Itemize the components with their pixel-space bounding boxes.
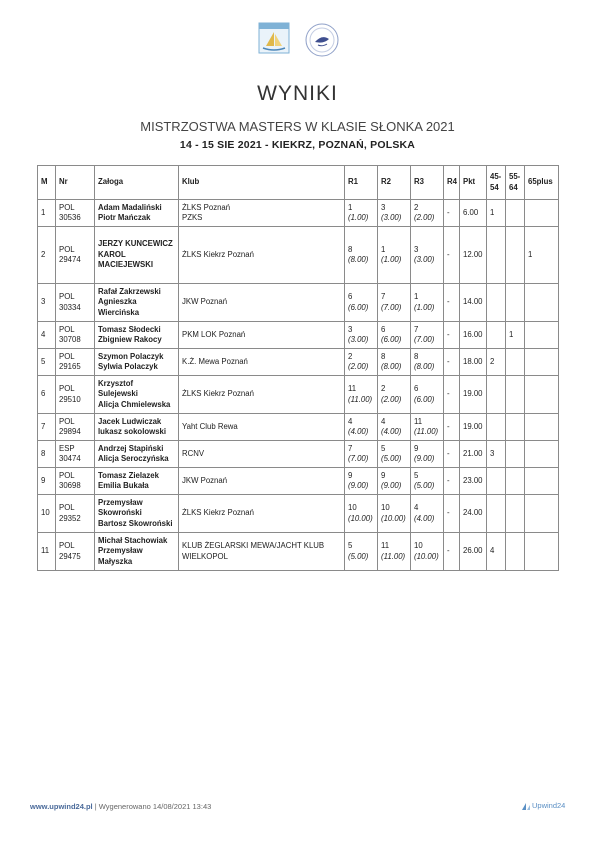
cell-r2-score: 5 xyxy=(381,443,386,453)
table-row xyxy=(38,200,559,227)
cell-55-64 xyxy=(506,284,525,322)
cell-r2-score: 7 xyxy=(381,292,386,301)
cell-club xyxy=(179,227,345,284)
cell-crew-line: Szymon Polaczyk xyxy=(98,351,164,361)
cell-r4: - xyxy=(444,533,460,571)
cell-r1 xyxy=(345,468,378,495)
footer-separator: | xyxy=(92,802,99,811)
header-65plus: 65plus xyxy=(525,166,559,200)
cell-r1-score: 11 xyxy=(348,384,357,393)
table-row xyxy=(38,441,559,468)
cell-r2 xyxy=(378,441,411,468)
cell-r3-points: (11.00) xyxy=(414,427,439,436)
cell-points: 18.00 xyxy=(460,349,487,376)
page-title: WYNIKI xyxy=(257,82,338,105)
cell-r1-score: 6 xyxy=(348,292,353,301)
cell-r1-score: 10 xyxy=(348,503,357,512)
cell-sail-number: POL 30536 xyxy=(56,200,95,227)
event-date-location: 14 - 15 SIE 2021 - KIEKRZ, POZNAŃ, POLSKA xyxy=(179,139,416,151)
cell-place: 5 xyxy=(38,349,56,376)
cell-r1-points: (7.00) xyxy=(348,454,369,463)
cell-points: 12.00 xyxy=(460,227,487,284)
cell-r2-score: 10 xyxy=(381,503,390,512)
cell-r2-points: (5.00) xyxy=(381,454,402,463)
cell-55-64 xyxy=(506,227,525,284)
cell-r3-points: (10.00) xyxy=(414,551,439,561)
table-row xyxy=(38,227,559,284)
cell-r1-score: 4 xyxy=(348,416,353,426)
table-row xyxy=(38,533,559,571)
cell-r2-score: 3 xyxy=(381,202,386,212)
cell-sail-number: POL 30708 xyxy=(56,322,95,349)
cell-r3-score: 11 xyxy=(414,416,423,426)
footer-generated: Wygenerowano 14/08/2021 13:43 xyxy=(98,802,212,811)
cell-crew-line: Krzysztof Sulejewski xyxy=(98,378,138,399)
cell-crew-line: KAROL MACIEJEWSKI xyxy=(98,249,154,270)
cell-crew xyxy=(95,414,179,441)
cell-r1-points: (1.00) xyxy=(348,213,369,222)
cell-club xyxy=(179,495,345,533)
cell-club xyxy=(179,322,345,349)
cell-r3 xyxy=(411,376,444,414)
cell-r1-score: 5 xyxy=(348,541,353,550)
header-pkt: Pkt xyxy=(460,166,487,200)
cell-crew xyxy=(95,227,179,284)
cell-crew-line: Przemysław Skowroński xyxy=(98,497,143,518)
cell-crew xyxy=(95,349,179,376)
cell-r2 xyxy=(378,414,411,441)
footer-brand-name: Upwind24 xyxy=(532,801,566,810)
footer xyxy=(30,802,211,811)
table-row xyxy=(38,468,559,495)
cell-r2-points: (1.00) xyxy=(381,255,402,264)
header-nr: Nr xyxy=(56,166,95,200)
cell-45-54 xyxy=(487,227,506,284)
cell-r3-points: (8.00) xyxy=(414,362,435,371)
cell-crew xyxy=(95,495,179,533)
cell-r2-points: (9.00) xyxy=(381,481,402,490)
cell-points: 23.00 xyxy=(460,468,487,495)
cell-crew-line: Agnieszka Wiercińska xyxy=(98,297,140,317)
footer-brand xyxy=(522,801,565,810)
cell-r3-score: 4 xyxy=(414,503,419,512)
cell-crew-line: Przemysław Małyszka xyxy=(98,546,143,566)
cell-r2-points: (2.00) xyxy=(381,394,402,404)
cell-sail-number: POL 29510 xyxy=(56,376,95,414)
cell-r1 xyxy=(345,533,378,571)
cell-65plus xyxy=(525,349,559,376)
cell-45-54 xyxy=(487,495,506,533)
cell-r2-score: 8 xyxy=(381,351,386,361)
cell-r2 xyxy=(378,322,411,349)
cell-r3-points: (5.00) xyxy=(414,481,435,490)
cell-r1-score: 7 xyxy=(348,443,353,453)
cell-65plus xyxy=(525,376,559,414)
cell-55-64 xyxy=(506,533,525,571)
cell-club xyxy=(179,349,345,376)
cell-club xyxy=(179,200,345,227)
cell-65plus xyxy=(525,468,559,495)
cell-65plus xyxy=(525,200,559,227)
cell-crew xyxy=(95,200,179,227)
cell-45-54: 1 xyxy=(487,200,506,227)
cell-crew-line: Emilia Bukała xyxy=(98,481,149,490)
cell-points: 19.00 xyxy=(460,376,487,414)
cell-club xyxy=(179,284,345,322)
cell-r3-score: 5 xyxy=(414,470,419,480)
cell-r3-points: (4.00) xyxy=(414,513,435,523)
cell-club-line: JKW Poznań xyxy=(182,297,228,307)
cell-sail-number: POL 29475 xyxy=(56,533,95,571)
cell-r3 xyxy=(411,349,444,376)
cell-45-54: 3 xyxy=(487,441,506,468)
cell-r3-score: 7 xyxy=(414,324,419,334)
cell-crew-line: Sylwia Polaczyk xyxy=(98,362,158,371)
cell-points: 24.00 xyxy=(460,495,487,533)
cell-r3 xyxy=(411,200,444,227)
cell-65plus xyxy=(525,533,559,571)
cell-crew-line: Michał Stachowiak xyxy=(98,535,168,545)
cell-r1-score: 1 xyxy=(348,202,353,212)
cell-points: 6.00 xyxy=(460,200,487,227)
cell-club-line: PKM LOK Poznań xyxy=(182,329,246,339)
class-association-logo-icon xyxy=(304,22,340,58)
cell-55-64 xyxy=(506,349,525,376)
table-header-row xyxy=(38,166,559,200)
header-45-54: 45-54 xyxy=(487,166,506,200)
cell-r3 xyxy=(411,533,444,571)
cell-crew-line: lukasz sokolowski xyxy=(98,427,167,436)
table-row xyxy=(38,284,559,322)
cell-sail-number: POL 29894 xyxy=(56,414,95,441)
cell-r3 xyxy=(411,495,444,533)
cell-r2 xyxy=(378,376,411,414)
cell-place: 3 xyxy=(38,284,56,322)
cell-club-line: PZKS xyxy=(182,213,203,222)
cell-crew-line: Tomasz Słodecki xyxy=(98,324,161,334)
cell-r1-points: (2.00) xyxy=(348,362,369,371)
cell-place: 10 xyxy=(38,495,56,533)
cell-place: 8 xyxy=(38,441,56,468)
cell-club xyxy=(179,376,345,414)
cell-r2-points: (7.00) xyxy=(381,302,402,312)
cell-r3-score: 10 xyxy=(414,541,423,550)
cell-points: 21.00 xyxy=(460,441,487,468)
cell-r2-points: (4.00) xyxy=(381,427,402,436)
header-crew: Załoga xyxy=(95,166,179,200)
cell-r2-points: (11.00) xyxy=(381,551,406,561)
cell-place: 4 xyxy=(38,322,56,349)
results-table xyxy=(37,165,559,571)
cell-crew-line: Alicja Seroczyńska xyxy=(98,454,169,463)
cell-r2-points: (6.00) xyxy=(381,335,402,344)
cell-r1 xyxy=(345,414,378,441)
cell-r3-points: (2.00) xyxy=(414,213,435,222)
results-body xyxy=(38,200,559,571)
cell-r3 xyxy=(411,227,444,284)
cell-r1 xyxy=(345,322,378,349)
cell-r4: - xyxy=(444,468,460,495)
cell-r1-points: (9.00) xyxy=(348,481,369,490)
cell-r1-points: (8.00) xyxy=(348,255,369,264)
cell-r1 xyxy=(345,495,378,533)
header-r4: R4 xyxy=(444,166,460,200)
cell-r1 xyxy=(345,200,378,227)
cell-club-line: JKW Poznań xyxy=(182,475,228,485)
cell-club-line: RCNV xyxy=(182,448,205,458)
cell-club-line: ŻLKS Kiekrz Poznań xyxy=(182,508,254,518)
cell-r3-score: 3 xyxy=(414,244,419,254)
cell-r4: - xyxy=(444,495,460,533)
cell-r3-score: 9 xyxy=(414,443,419,453)
cell-65plus xyxy=(525,441,559,468)
cell-r1-score: 3 xyxy=(348,324,353,334)
cell-45-54 xyxy=(487,284,506,322)
cell-r2 xyxy=(378,284,411,322)
cell-r3-points: (7.00) xyxy=(414,335,435,344)
cell-place: 1 xyxy=(38,200,56,227)
table-row xyxy=(38,349,559,376)
cell-crew-line: Zbigniew Rakocy xyxy=(98,335,162,344)
cell-points: 16.00 xyxy=(460,322,487,349)
cell-r1 xyxy=(345,227,378,284)
header-55-64: 55-64 xyxy=(506,166,525,200)
cell-crew-line: Alicja Chmielewska xyxy=(98,399,171,409)
cell-r2 xyxy=(378,200,411,227)
cell-r4: - xyxy=(444,349,460,376)
cell-r1-points: (10.00) xyxy=(348,513,373,523)
cell-55-64 xyxy=(506,200,525,227)
masters-logo-icon xyxy=(258,22,290,54)
cell-r2-points: (3.00) xyxy=(381,213,402,222)
cell-points: 26.00 xyxy=(460,533,487,571)
cell-sail-number: POL 29352 xyxy=(56,495,95,533)
cell-crew-line: JERZY KUNCEWICZ xyxy=(98,239,173,249)
header-r2: R2 xyxy=(378,166,411,200)
cell-sail-number: POL 30698 xyxy=(56,468,95,495)
cell-points: 19.00 xyxy=(460,414,487,441)
cell-r1-score: 8 xyxy=(348,244,353,254)
cell-r3 xyxy=(411,468,444,495)
table-row xyxy=(38,495,559,533)
cell-club xyxy=(179,414,345,441)
cell-crew-line: Bartosz Skowroński xyxy=(98,518,173,528)
cell-r2 xyxy=(378,349,411,376)
header-logos xyxy=(0,22,595,58)
cell-sail-number: POL 29474 xyxy=(56,227,95,284)
cell-sail-number: POL 30334 xyxy=(56,284,95,322)
cell-crew xyxy=(95,441,179,468)
cell-r3-points: (3.00) xyxy=(414,255,435,264)
table-row xyxy=(38,414,559,441)
cell-55-64 xyxy=(506,495,525,533)
cell-r2-score: 11 xyxy=(381,541,390,550)
cell-45-54 xyxy=(487,414,506,441)
cell-r1-points: (5.00) xyxy=(348,551,369,561)
cell-65plus xyxy=(525,284,559,322)
cell-place: 6 xyxy=(38,376,56,414)
cell-crew xyxy=(95,322,179,349)
cell-place: 7 xyxy=(38,414,56,441)
cell-r4: - xyxy=(444,200,460,227)
cell-crew-line: Andrzej Stapiński xyxy=(98,443,164,453)
cell-r4: - xyxy=(444,441,460,468)
cell-r2-points: (10.00) xyxy=(381,513,406,523)
cell-r1-points: (3.00) xyxy=(348,335,369,344)
event-subtitle: MISTRZOSTWA MASTERS W KLASIE SŁONKA 2021 xyxy=(140,119,455,134)
cell-sail-number: POL 29165 xyxy=(56,349,95,376)
cell-place: 9 xyxy=(38,468,56,495)
cell-r2-score: 1 xyxy=(381,244,386,254)
cell-r2 xyxy=(378,227,411,284)
cell-r3-points: (9.00) xyxy=(414,454,435,463)
cell-r2 xyxy=(378,495,411,533)
cell-crew-line: Jacek Ludwiczak xyxy=(98,416,162,426)
cell-club-line: ŻLKS Kiekrz Poznań xyxy=(182,249,254,259)
cell-45-54: 2 xyxy=(487,349,506,376)
header-r3: R3 xyxy=(411,166,444,200)
cell-r4: - xyxy=(444,414,460,441)
cell-points: 14.00 xyxy=(460,284,487,322)
cell-r3 xyxy=(411,441,444,468)
cell-r4: - xyxy=(444,376,460,414)
cell-55-64: 1 xyxy=(506,322,525,349)
cell-club xyxy=(179,441,345,468)
cell-r3-points: (1.00) xyxy=(414,302,435,312)
cell-r2 xyxy=(378,533,411,571)
cell-sail-number: ESP 30474 xyxy=(56,441,95,468)
cell-55-64 xyxy=(506,441,525,468)
cell-crew xyxy=(95,468,179,495)
cell-r1 xyxy=(345,349,378,376)
cell-55-64 xyxy=(506,468,525,495)
cell-r3-score: 1 xyxy=(414,292,419,301)
cell-r3-points: (6.00) xyxy=(414,394,435,404)
cell-place: 2 xyxy=(38,227,56,284)
cell-65plus xyxy=(525,495,559,533)
cell-club-line: K.Ż. Mewa Poznań xyxy=(182,356,248,366)
cell-65plus xyxy=(525,414,559,441)
header-r1: R1 xyxy=(345,166,378,200)
cell-r4: - xyxy=(444,322,460,349)
header-club: Klub xyxy=(179,166,345,200)
cell-crew-line: Tomasz Zielazek xyxy=(98,470,159,480)
cell-r1-score: 2 xyxy=(348,351,353,361)
cell-r2-score: 6 xyxy=(381,324,386,334)
cell-r3 xyxy=(411,414,444,441)
cell-r4: - xyxy=(444,284,460,322)
cell-r1-points: (11.00) xyxy=(348,394,373,404)
cell-club-line: Yaht Club Rewa xyxy=(182,421,238,431)
cell-place: 11 xyxy=(38,533,56,571)
cell-r2 xyxy=(378,468,411,495)
cell-55-64 xyxy=(506,376,525,414)
cell-r3 xyxy=(411,284,444,322)
table-row xyxy=(38,376,559,414)
cell-crew-line: Adam Madaliński xyxy=(98,202,162,212)
cell-55-64 xyxy=(506,414,525,441)
cell-club-line: ŻLKS Kiekrz Poznań xyxy=(182,389,254,399)
footer-link[interactable]: www.upwind24.pl xyxy=(30,802,93,811)
cell-r1 xyxy=(345,376,378,414)
cell-club xyxy=(179,533,345,571)
cell-r1 xyxy=(345,284,378,322)
cell-r3-score: 2 xyxy=(414,202,419,212)
cell-crew xyxy=(95,533,179,571)
cell-r2-points: (8.00) xyxy=(381,362,402,371)
cell-crew-line: Rafał Zakrzewski xyxy=(98,286,161,296)
cell-r3-score: 6 xyxy=(414,384,419,393)
header-m: M xyxy=(38,166,56,200)
cell-r1-points: (6.00) xyxy=(348,302,369,312)
cell-65plus xyxy=(525,322,559,349)
cell-r2-score: 4 xyxy=(381,416,386,426)
table-row xyxy=(38,322,559,349)
cell-45-54: 4 xyxy=(487,533,506,571)
cell-r2-score: 9 xyxy=(381,470,386,480)
cell-r1-points: (4.00) xyxy=(348,427,369,436)
cell-r1 xyxy=(345,441,378,468)
cell-65plus: 1 xyxy=(525,227,559,284)
cell-crew xyxy=(95,376,179,414)
cell-45-54 xyxy=(487,468,506,495)
cell-45-54 xyxy=(487,376,506,414)
upwind-logo-icon xyxy=(522,803,530,810)
cell-r3-score: 8 xyxy=(414,351,419,361)
cell-45-54 xyxy=(487,322,506,349)
cell-club-line: KLUB ŻEGLARSKI MEWA/JACHT KLUB WIELKOPOL xyxy=(182,541,325,561)
cell-r3 xyxy=(411,322,444,349)
cell-club xyxy=(179,468,345,495)
cell-crew-line: Piotr Mańczak xyxy=(98,213,151,222)
cell-r4: - xyxy=(444,227,460,284)
cell-crew xyxy=(95,284,179,322)
cell-club-line: ŻLKS Poznań xyxy=(182,202,231,212)
cell-r2-score: 2 xyxy=(381,384,386,393)
cell-r1-score: 9 xyxy=(348,470,353,480)
